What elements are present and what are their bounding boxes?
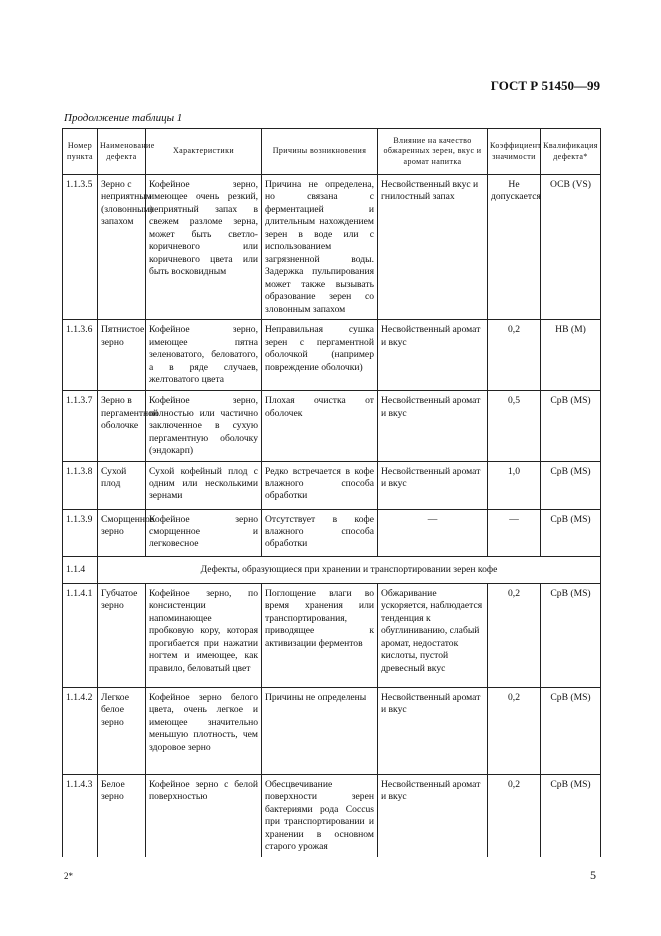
defect-name: Зерно в пергаментной оболочке bbox=[98, 391, 146, 461]
defect-name: Губчатое зерно bbox=[98, 583, 146, 687]
defect-characteristics: Кофейное зерно, по консистенции напоминающее пробковую кору, которая прогибается при нажатии ногтем и имеющее, как правило, беловатый цвет bbox=[146, 583, 262, 687]
significance-coefficient: 0,2 bbox=[488, 320, 541, 391]
table-continuation-caption: Продолжение таблицы 1 bbox=[64, 112, 183, 124]
column-header: Наименование дефекта bbox=[98, 129, 146, 175]
defect-name: Зерно с неприятным (зловонным) запахом bbox=[98, 175, 146, 320]
defect-qualification: СрВ (MS) bbox=[541, 774, 601, 856]
defect-causes: Причина не определена, но связана с ферментацией и длительным нахождением зерен в воде или с использованием загрязненной воды. Задержка пульпирования может также вызывать образование зерен со зловонным запахом bbox=[262, 175, 378, 320]
quality-effect: Обжаривание ускоряется, наблюдается тенденция к обуглиниванию, слабый аромат, недостаток кислоты, пустой древесный вкус bbox=[378, 583, 488, 687]
table-row bbox=[63, 687, 601, 774]
table-row bbox=[63, 391, 601, 461]
defect-characteristics: Кофейное зерно белого цвета, очень легкое и имеющее значительно меньшую плотность, чем здоровое зерно bbox=[146, 687, 262, 774]
defects-table bbox=[62, 128, 601, 857]
item-number: 1.1.3.8 bbox=[63, 461, 98, 509]
sheet-signature: 2* bbox=[64, 871, 73, 881]
column-header: Влияние на качество обжаренных зерен, вкус и аромат напитка bbox=[378, 129, 488, 175]
significance-coefficient: 0,2 bbox=[488, 687, 541, 774]
defect-characteristics: Сухой кофейный плод с одним или несколькими зернами bbox=[146, 461, 262, 509]
quality-effect: Несвойственный аромат и вкус bbox=[378, 320, 488, 391]
column-header: Квалификация дефекта* bbox=[541, 129, 601, 175]
defect-name: Белое зерно bbox=[98, 774, 146, 856]
table-header-row bbox=[63, 129, 601, 175]
section-row bbox=[63, 556, 601, 583]
page-number: 5 bbox=[590, 868, 596, 882]
defect-characteristics: Кофейное зерно, полностью или частично заключенное в сухую пергаментную оболочку (эндокарп) bbox=[146, 391, 262, 461]
defect-name: Легкое белое зерно bbox=[98, 687, 146, 774]
defect-name: Сухой плод bbox=[98, 461, 146, 509]
column-header: Номер пункта bbox=[63, 129, 98, 175]
significance-coefficient: Не допускается bbox=[488, 175, 541, 320]
defect-qualification: ОСВ (VS) bbox=[541, 175, 601, 320]
defect-name: Пятнистое зерно bbox=[98, 320, 146, 391]
item-number: 1.1.3.9 bbox=[63, 509, 98, 556]
item-number: 1.1.3.7 bbox=[63, 391, 98, 461]
significance-coefficient: 0,2 bbox=[488, 583, 541, 687]
item-number: 1.1.4.1 bbox=[63, 583, 98, 687]
table-row bbox=[63, 583, 601, 687]
defect-qualification: СрВ (MS) bbox=[541, 583, 601, 687]
quality-effect: Несвойственный аромат и вкус bbox=[378, 391, 488, 461]
defect-causes: Неправильная сушка зерен с пергаментной оболочкой (например повреждение оболочки) bbox=[262, 320, 378, 391]
defect-characteristics: Кофейное зерно, имеющее пятна зеленоватого, беловатого, а в ряде случаев, желтоватого цвета bbox=[146, 320, 262, 391]
defect-qualification: СрВ (MS) bbox=[541, 391, 601, 461]
defect-qualification: НВ (М) bbox=[541, 320, 601, 391]
table-row bbox=[63, 774, 601, 856]
significance-coefficient: — bbox=[488, 509, 541, 556]
document-code: ГОСТ Р 51450—99 bbox=[490, 78, 600, 93]
column-header: Характеристики bbox=[146, 129, 262, 175]
quality-effect: Несвойственный аромат и вкус bbox=[378, 687, 488, 774]
table-row bbox=[63, 461, 601, 509]
item-number: 1.1.4.2 bbox=[63, 687, 98, 774]
defect-causes: Обесцвечивание поверхности зерен бактериями рода Coccus при транспортировании и хранении в основном старого урожая bbox=[262, 774, 378, 856]
quality-effect: Несвойственный аромат и вкус bbox=[378, 461, 488, 509]
section-number: 1.1.4 bbox=[63, 556, 98, 583]
significance-coefficient: 1,0 bbox=[488, 461, 541, 509]
defect-characteristics: Кофейное зерно сморщенное и легковесное bbox=[146, 509, 262, 556]
defect-qualification: СрВ (MS) bbox=[541, 461, 601, 509]
defect-causes: Причины не определены bbox=[262, 687, 378, 774]
quality-effect: Несвойственный вкус и гнилостный запах bbox=[378, 175, 488, 320]
table-row bbox=[63, 320, 601, 391]
column-header: Причины возникновения bbox=[262, 129, 378, 175]
item-number: 1.1.3.5 bbox=[63, 175, 98, 320]
defect-qualification: СрВ (MS) bbox=[541, 509, 601, 556]
defect-characteristics: Кофейное зерно с белой поверхностью bbox=[146, 774, 262, 856]
defect-causes: Плохая очистка от оболочек bbox=[262, 391, 378, 461]
defect-causes: Отсутствует в кофе влажного способа обработки bbox=[262, 509, 378, 556]
table-row bbox=[63, 509, 601, 556]
column-header: Коэффициент значимости bbox=[488, 129, 541, 175]
section-title: Дефекты, образующиеся при хранении и транспортировании зерен кофе bbox=[98, 556, 601, 583]
defect-characteristics: Кофейное зерно, имеющее очень резкий, неприятный запах в свежем разломе зерна, может быть светло-коричневого или коричневого цвета или быть восковидным bbox=[146, 175, 262, 320]
quality-effect: — bbox=[378, 509, 488, 556]
item-number: 1.1.3.6 bbox=[63, 320, 98, 391]
defect-qualification: СрВ (MS) bbox=[541, 687, 601, 774]
defect-causes: Редко встречается в кофе влажного способа обработки bbox=[262, 461, 378, 509]
quality-effect: Несвойственный аромат и вкус bbox=[378, 774, 488, 856]
table-row bbox=[63, 175, 601, 320]
defect-name: Сморщенное зерно bbox=[98, 509, 146, 556]
item-number: 1.1.4.3 bbox=[63, 774, 98, 856]
defect-causes: Поглощение влаги во время хранения или транспортирования, приводящее к активизации ферментов bbox=[262, 583, 378, 687]
significance-coefficient: 0,5 bbox=[488, 391, 541, 461]
significance-coefficient: 0,2 bbox=[488, 774, 541, 856]
